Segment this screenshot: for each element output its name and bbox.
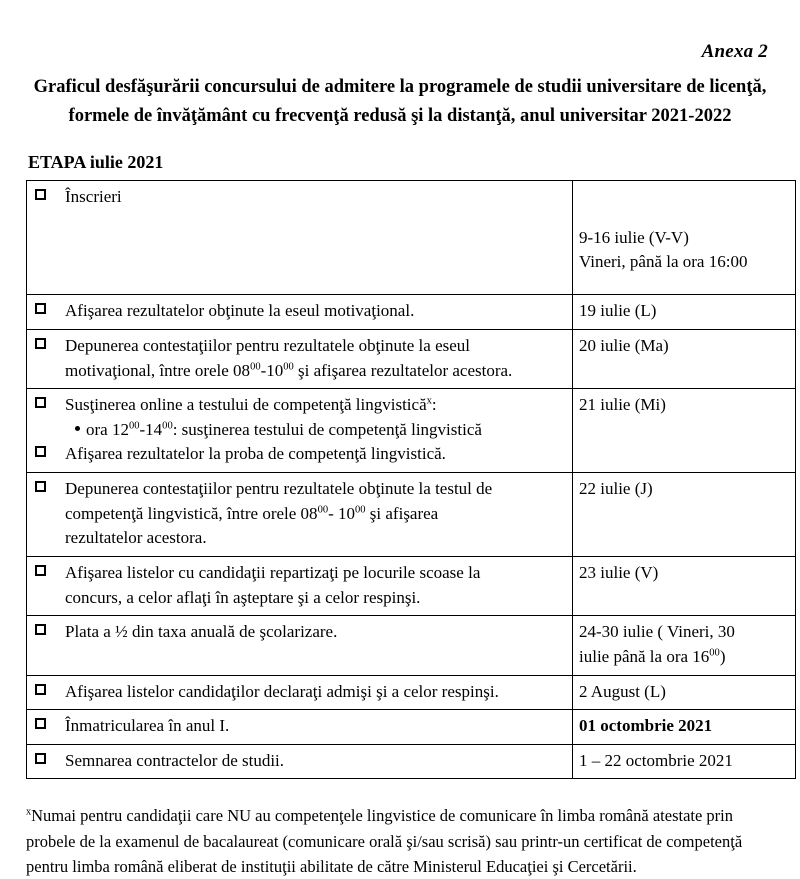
date-text: 20 iulie (Ma) xyxy=(579,335,669,355)
date-text: Vineri, până la ora 16:00 xyxy=(579,252,748,272)
task-cell xyxy=(27,473,573,557)
table-row xyxy=(27,473,796,557)
task-text: Înscrieri xyxy=(65,187,122,207)
date-text: 2 August (L) xyxy=(579,681,666,701)
stage-title: ETAPA iulie 2021 xyxy=(28,152,164,173)
task-text: concurs, a celor aflaţi în aşteptare şi a celor respinşi. xyxy=(65,587,421,607)
date-text-superscripted xyxy=(579,645,789,670)
table-row xyxy=(27,616,796,675)
task-text: Afişarea listelor candidaţilor declaraţi admişi şi a celor respinşi. xyxy=(65,681,499,701)
footnote-marker-superscript: x xyxy=(26,806,32,818)
footnote-marker-superscript: x xyxy=(426,395,432,407)
task-line-continued xyxy=(33,359,566,384)
date-cell xyxy=(573,710,796,745)
task-text: Afişarea rezultatelor obţinute la eseul motivaţional. xyxy=(65,301,415,321)
task-line xyxy=(33,561,566,586)
annex-label: Anexa 2 xyxy=(701,41,768,62)
date-text: iulie până la ora 16 xyxy=(579,646,710,666)
date-text: 24-30 iulie ( Vineri, 30 xyxy=(579,622,735,642)
title-line-1: Graficul desfăşurării concursului de admitere la programele de studii universitare de licenţă, xyxy=(33,76,767,97)
task-text: şi afişarea rezultatelor acestora. xyxy=(293,360,513,380)
task-sub-line xyxy=(33,418,566,443)
date-text: ) xyxy=(719,646,726,666)
date-text: 22 iulie (J) xyxy=(579,479,653,499)
task-text: Plata a ½ din taxa anuală de şcolarizare. xyxy=(65,622,338,642)
task-line xyxy=(33,185,566,210)
task-line xyxy=(33,299,566,324)
task-cell xyxy=(27,744,573,779)
task-text: Susţinerea online a testului de competenţă lingvistică xyxy=(65,395,427,415)
task-cell xyxy=(27,710,573,745)
task-text: competenţă lingvistică, între orele 08 xyxy=(65,503,318,523)
date-text: 21 iulie (Mi) xyxy=(579,395,666,415)
task-line xyxy=(33,714,566,739)
hour-superscript: 00 xyxy=(250,360,261,372)
hour-superscript: 00 xyxy=(128,420,140,432)
task-text: - 10 xyxy=(328,503,356,523)
task-text: Înmatricularea în anul I. xyxy=(65,716,230,736)
task-text: Semnarea contractelor de studii. xyxy=(65,750,285,770)
task-text: Depunerea contestaţiilor pentru rezultatele obţinute la testul de xyxy=(65,479,493,499)
table-row xyxy=(27,389,796,473)
checkbox-icon xyxy=(35,753,46,764)
hour-superscript: 00 xyxy=(355,504,366,516)
date-cell xyxy=(573,557,796,616)
checkbox-icon xyxy=(35,481,46,492)
table-row xyxy=(27,329,796,388)
task-line xyxy=(33,334,566,359)
task-text: ora 12 xyxy=(86,419,129,439)
title-line-2: formele de învăţământ cu frecvenţă redusă şi la distanţă, anul universitar 2021-2022 xyxy=(68,105,732,126)
date-text: 1 – 22 octombrie 2021 xyxy=(579,750,733,770)
task-line-continued xyxy=(33,502,566,527)
task-cell xyxy=(27,389,573,473)
task-cell xyxy=(27,675,573,710)
task-line xyxy=(33,477,566,502)
hour-superscript: 00 xyxy=(283,360,294,372)
task-cell xyxy=(27,181,573,295)
task-cell xyxy=(27,616,573,675)
table-row xyxy=(27,710,796,745)
hour-superscript: 00 xyxy=(709,647,720,659)
checkbox-icon xyxy=(35,718,46,729)
task-cell xyxy=(27,557,573,616)
task-cell xyxy=(27,295,573,330)
task-line xyxy=(33,620,566,645)
task-text: : xyxy=(431,395,437,415)
table-row xyxy=(27,181,796,295)
task-text: Depunerea contestaţiilor pentru rezultatele obţinute la eseul xyxy=(65,335,470,355)
task-cell xyxy=(27,329,573,388)
checkbox-icon xyxy=(35,565,46,576)
table-row xyxy=(27,675,796,710)
date-cell xyxy=(573,675,796,710)
task-text: şi afişarea xyxy=(365,503,439,523)
checkbox-icon xyxy=(35,338,46,349)
date-text: 19 iulie (L) xyxy=(579,301,657,321)
task-text: motivaţional, între orele 08 xyxy=(65,360,251,380)
task-line-continued xyxy=(33,526,566,551)
task-line xyxy=(33,680,566,705)
date-text: 01 octombrie 2021 xyxy=(579,716,713,736)
date-cell xyxy=(573,616,796,675)
task-line-continued xyxy=(33,586,566,611)
table-row xyxy=(27,557,796,616)
checkbox-icon xyxy=(35,303,46,314)
task-line xyxy=(33,442,566,467)
task-line xyxy=(33,749,566,774)
schedule-table xyxy=(26,180,796,779)
task-text: Afişarea listelor cu candidaţii repartizaţi pe locurile scoase la xyxy=(65,563,481,582)
date-cell xyxy=(573,295,796,330)
task-text: Afişarea rezultatelor la proba de competenţă lingvistică. xyxy=(65,444,446,464)
task-text: -10 xyxy=(260,360,284,380)
checkbox-icon xyxy=(35,446,46,457)
checkbox-icon xyxy=(35,624,46,635)
date-cell xyxy=(573,329,796,388)
date-cell xyxy=(573,744,796,779)
page-title xyxy=(26,73,774,130)
footnote xyxy=(26,803,774,878)
task-text: : susţinerea testului de competenţă lingvistică xyxy=(172,419,482,439)
task-text: rezultatelor acestora. xyxy=(65,528,207,548)
bullet-icon xyxy=(75,426,80,431)
task-text: -14 xyxy=(139,419,163,439)
hour-superscript: 00 xyxy=(317,504,329,516)
date-text: 9-16 iulie (V-V) xyxy=(579,227,689,247)
checkbox-icon xyxy=(35,189,46,200)
date-text: 23 iulie (V) xyxy=(579,563,659,582)
footnote-text: Numai pentru candidaţii care NU au competenţele lingvistice de comunicare în limba română atestate prin probele de la examenul de bacalaureat (comunicare orală şi/sau scrisă) sau printr-un certificat de competenţă pentru limba română eliberat de instituţii abilitate de către Ministerul Educaţiei şi Cercetării. xyxy=(26,806,743,876)
table-row xyxy=(27,295,796,330)
date-cell xyxy=(573,389,796,473)
date-cell xyxy=(573,181,796,295)
checkbox-icon xyxy=(35,684,46,695)
hour-superscript: 00 xyxy=(162,420,173,432)
table-row xyxy=(27,744,796,779)
date-cell xyxy=(573,473,796,557)
checkbox-icon xyxy=(35,397,46,408)
task-line xyxy=(33,393,566,418)
